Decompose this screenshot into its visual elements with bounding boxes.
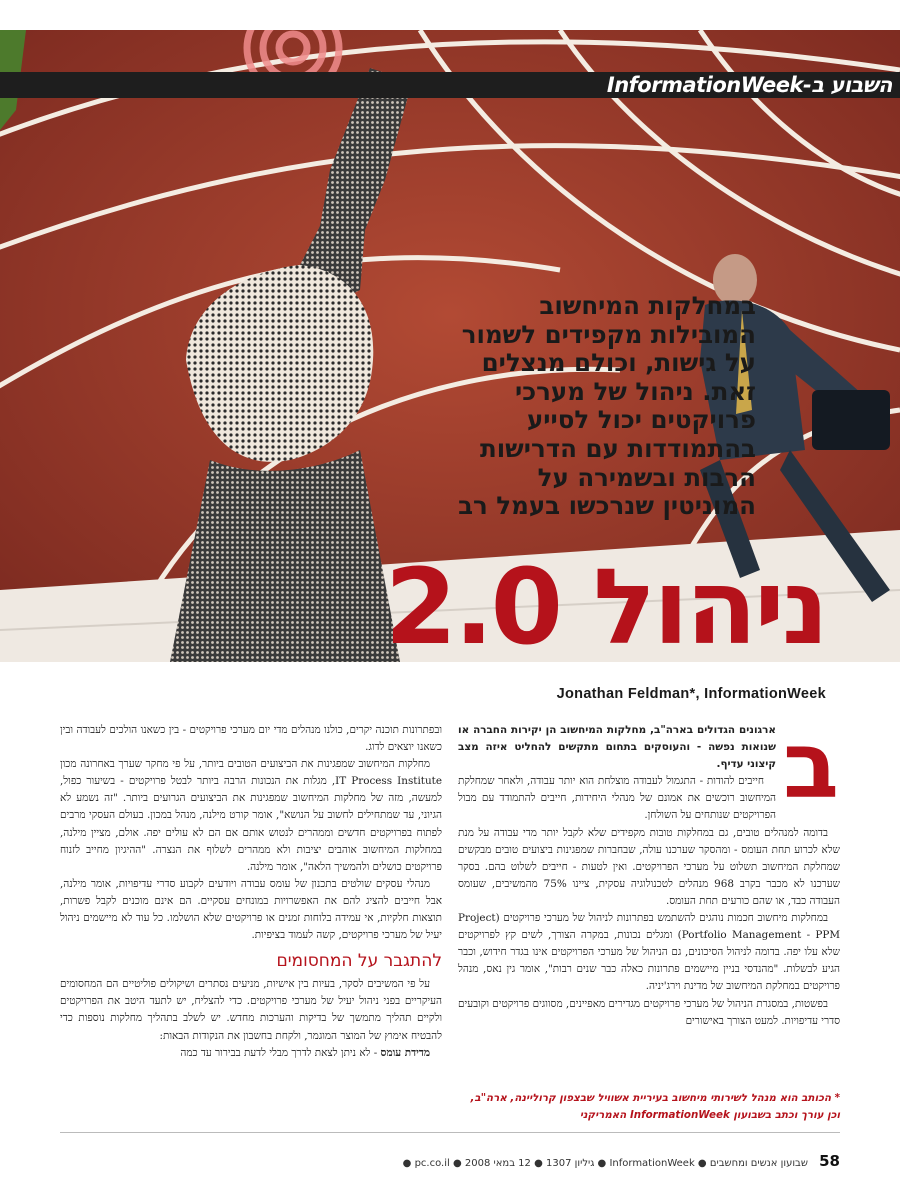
section-banner xyxy=(0,72,900,98)
body-paragraph: על פי המשיבים לסקר, בעיות בין אישיות, מניעים נסתרים ושיקולים פוליטיים הם המחסומים העיקריים בפני ניהול יעיל של מערכי פרויקטים. כדי להצליח, יש לתעד היטב את הפרויקטים ולקיים תהליך מתמשך של בדיקות והערכות מחדש. יש לשלב בתהליך מחלקות נוספות כדי להבטיח אימוץ של המוצר המוגמר, ולקחת בחשבון את הנקודות הבאות: xyxy=(60,978,442,1042)
page-number: 58 xyxy=(819,1152,840,1170)
body-paragraph: מחלקות המיחשוב שמפגינות את הביצועים הטובים ביותר, על פי מחקר שערך באחרונה מכון IT Process Institute, מגלות את הנכונות הרבה ביותר לבטל פרויקטים - בשיעור כפול, למעשה, מזה של מחלקות המיחשוב שמפגינות את הביצועים הגרועים ביותר. "זה נשמע לא הגיוני, עד שמתחילים לחשוב על הנושא", אומר קורט מילנה, מנהל במכון. בעולם העסקי מרבים לפתוח בפרויקטים חדשים וממהרים לנטוש אותם אם הם לא עולים יפה. אולם, מציין מילנה, במחלקות המיחשוב אוהבים יציבות ולא ממהרים לשלוף את הנצרה. "ההיגיון מחייב לזנוח פרויקטים כושלים ולהמשיך הלאה", אומר מילנה. xyxy=(60,758,443,873)
section-subheading: להתגבר על המחסומים xyxy=(276,951,442,972)
article-column-left xyxy=(60,722,442,1062)
page-footer xyxy=(60,1152,840,1170)
inline-text: - לא ניתן לצאת לדרך מבלי לדעת בבירור עד כמה xyxy=(180,1046,381,1059)
body-paragraph: בפשטות, במסגרת הניהול של מערכי פרויקטים מגדירים מאפיינים, מסווגים פרויקטים וקובעים סדרי עדיפויות. למעט הצורך באישורים xyxy=(458,997,840,1027)
body-paragraph: חייבים להודות - התגמול לעבודה מוצלחת הוא יותר עבודה, ולאחר שמחלקת המיחשוב רוכשים את אמונם של מנהלי היחידות, חייבים להתמודד עם מבול הפרויקטים שנותחים על השולחן. xyxy=(458,775,776,822)
section-banner-title: השבוע ב-InformationWeek xyxy=(606,73,892,97)
body-paragraph: מנהלי עסקים שולטים בתכנון של עומס עבודה ויודעים לקבוע סדרי עדיפויות, אומר מילנה, אבל חייבים להציג להם את האפשרויות במונחים עסקיים. הם אינם מוכנים לקבל פשרות, תוצאות חלקיות, אי עמידה בלוחות זמנים או פרויקטים שלא הושלמו. כל עוד לא מיישמים ניהול יעיל של מערכי פרויקטים, קשה לעמוד בציפיות. xyxy=(60,877,442,942)
article-tagline: במחלקות המיחשוב המובילות מקפידים לשמור על גישות, וכולם מנצלים זאת. ניהול של מערכי פרויקטים יכול לסייע בהתמודדות עם הדרישות הרבות ובשמירה על המוניטין שנרכשו בעמל רב xyxy=(458,291,756,521)
footer-publication-info: שבועון אנשים ומחשבים ● InformationWeek ● גיליון 1307 ● 12 במאי 2008 ● pc.co.il ● xyxy=(402,1158,808,1169)
body-paragraph: בדומה למנהלים טובים, גם במחלקות טובות מקפידים שלא לקבל יותר מדי עבודה על מנת שלא לכרוע תחת העומס - ומהסקר שערכנו עולה, שבחברות שמפגינות ביצועים טובים מבקשים שמחלקת המיחשוב תשלוט על מערכי הפרויקטים. ואין לטעות - חייבים לשלוט בהם. בסקר שערכנו לא מכבר בקרב 968 מנהלים לטכנולוגיה עסקית, ציינו 75% מהמשיבים, שעומס העבודה כבד, או שהם כורעים תחת העומס. xyxy=(458,826,841,907)
drop-cap: ב xyxy=(782,712,840,819)
body-paragraph: ובפתרונות תוכנה יקרים, כולנו מנהלים מדי יום מערכי פרויקטים - בין כשאנו הולכים לעבודה ובין כשאנו יוצאים לדוג. xyxy=(60,724,442,754)
footer-divider xyxy=(60,1132,840,1133)
author-footnote: * הכותב הוא מנהל לשירותי מיחשוב בעיריית אשוויל שבצפון קרוליינה, ארה"ב, וכן עורך וכתב בשבועון InformationWeek האמריקני xyxy=(470,1092,840,1121)
byline: Jonathan Feldman*, InformationWeek xyxy=(556,686,826,702)
article-lead: ארגונים הגדולים בארה"ב, מחלקות המיחשוב הן יקירות החברה או שנואות נפשה - והעוסקים בתחום מתקשים להחליט איזה מצב קיצוני עדיף. xyxy=(458,724,776,771)
article-title: ניהול 2.0 xyxy=(384,546,826,668)
body-paragraph-last xyxy=(60,1045,442,1062)
inline-heading: מדידת עומס xyxy=(380,1046,430,1059)
body-paragraph: במחלקות מיחשוב חכמות נוהגים להשתמש בפתרונות לניהול של מערכי פרויקטים (Project Portfolio Management - PPM) ומגלים נכונות, במקרה הצורך, לשים קץ לפרויקטים שלא עלו יפה. בדומה לניהול הסיכונים, גם הניהול של מערכי הפרויקטים אינו בגדר חידוש, וכבר הגיע לבשלות. "מהנדסי בניין מיישמים פתרונות כאלה כבר שנים רבות", אומר גין נאס, מנהל פרויקטים במחלקת המיחשוב של מדינת וירג'יניה. xyxy=(458,912,841,993)
article-column-right xyxy=(458,712,841,1030)
